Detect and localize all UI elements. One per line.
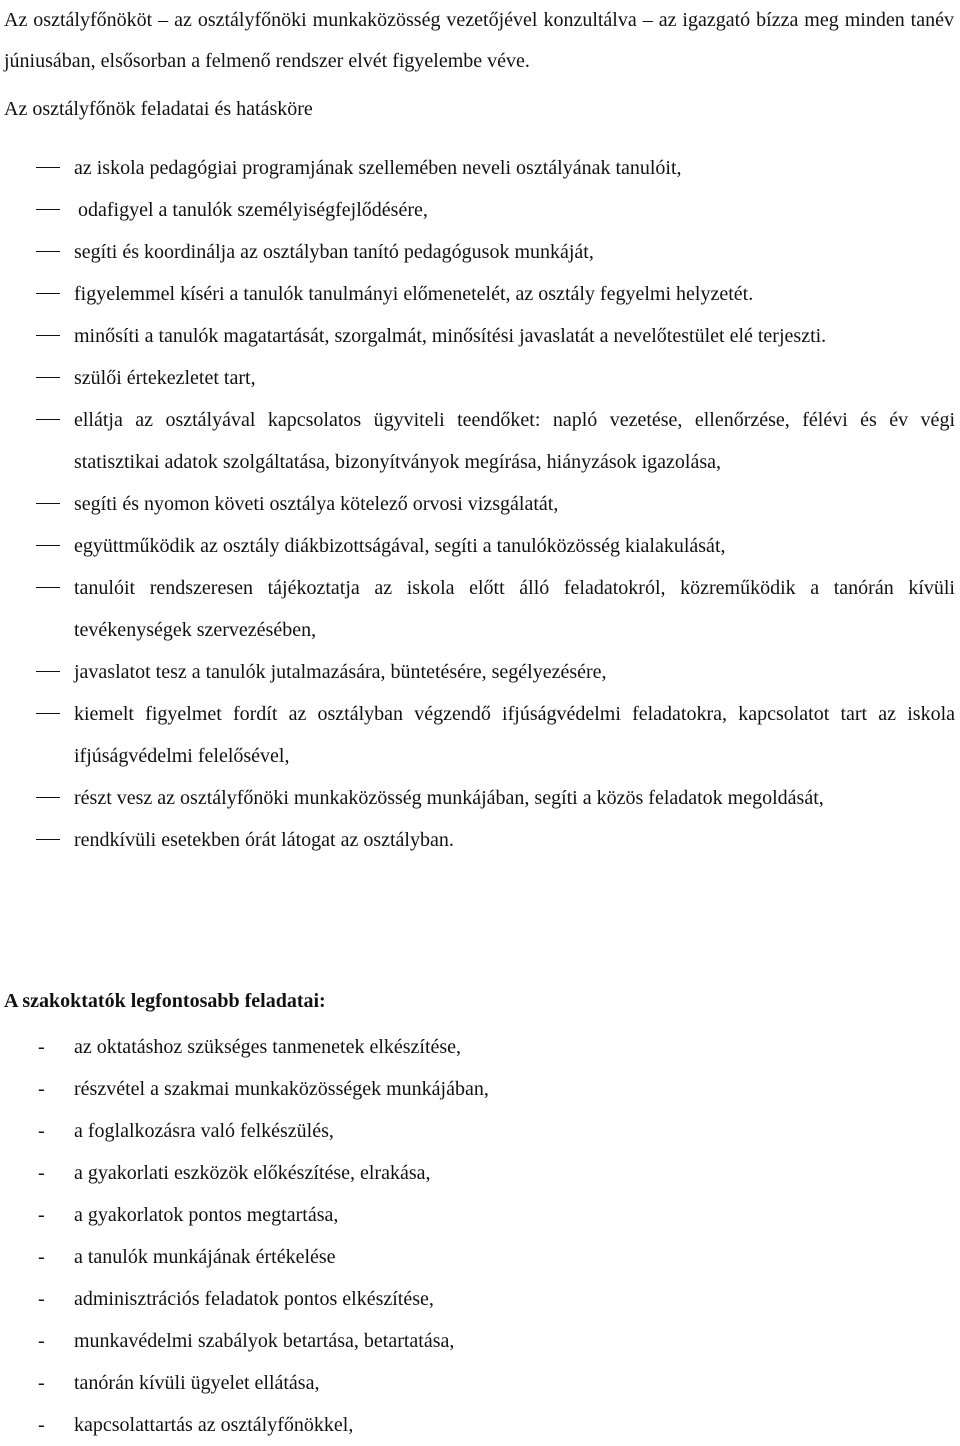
list-item	[0, 147, 960, 189]
hyphen-marker: -	[38, 1246, 45, 1268]
list-item	[0, 1068, 960, 1110]
section1-heading: Az osztályfőnök feladatai és hatásköre	[4, 98, 313, 120]
list-item	[0, 525, 960, 567]
list-item-text: az iskola pedagógiai programjának szellemében neveli osztályának tanulóit,	[74, 157, 682, 179]
dash-marker	[36, 273, 60, 315]
list-item-text: segíti és nyomon követi osztálya kötelező orvosi vizsgálatát,	[74, 493, 559, 515]
dash-marker	[36, 819, 60, 861]
list-item-text: kiemelt figyelmet fordít az osztályban végzendő ifjúságvédelmi feladatokra, kapcsolatot tart az iskola ifjúságvédelmi felelősével,	[74, 703, 955, 767]
hyphen-marker: -	[38, 1036, 45, 1058]
dash-marker	[36, 399, 60, 441]
dash-marker	[36, 525, 60, 567]
list-item-text: az oktatáshoz szükséges tanmenetek elkészítése,	[74, 1036, 462, 1058]
list-item-text: odafigyel a tanulók személyiségfejlődésére,	[78, 199, 428, 221]
list-item	[0, 651, 960, 693]
list-item-text: a tanulók munkájának értékelése	[74, 1246, 336, 1268]
list-item	[0, 1110, 960, 1152]
list-item	[0, 189, 960, 231]
section2-list	[0, 1026, 960, 1446]
list-item	[0, 567, 960, 651]
list-item	[0, 693, 960, 777]
list-item-text: részt vesz az osztályfőnöki munkaközösség munkájában, segíti a közös feladatok megoldását,	[74, 787, 824, 809]
list-item	[0, 399, 960, 483]
dash-marker	[36, 693, 60, 735]
hyphen-marker: -	[38, 1288, 45, 1310]
hyphen-marker: -	[38, 1330, 45, 1352]
list-item	[0, 819, 960, 861]
list-item-text: rendkívüli esetekben órát látogat az osztályban.	[74, 829, 454, 851]
list-item-text: munkavédelmi szabályok betartása, betartatása,	[74, 1330, 455, 1352]
list-item-text: a gyakorlatok pontos megtartása,	[74, 1204, 339, 1226]
hyphen-marker: -	[38, 1120, 45, 1142]
list-item-text: részvétel a szakmai munkaközösségek munkájában,	[74, 1078, 489, 1100]
list-item	[0, 1152, 960, 1194]
section2-heading: A szakoktatók legfontosabb feladatai:	[4, 990, 326, 1012]
dash-marker	[36, 231, 60, 273]
list-item-text: ellátja az osztályával kapcsolatos ügyviteli teendőket: napló vezetése, ellenőrzése, félévi és év végi statisztikai adatok szolgáltatása, bizonyítványok megírása, hiányzások igazolása,	[74, 409, 955, 473]
list-item	[0, 483, 960, 525]
list-item-text: szülői értekezletet tart,	[74, 367, 256, 389]
list-item-text: kapcsolattartás az osztályfőnökkel,	[74, 1414, 354, 1436]
hyphen-marker: -	[38, 1204, 45, 1226]
list-item	[0, 1404, 960, 1446]
dash-marker	[36, 357, 60, 399]
list-item	[0, 315, 960, 357]
list-item-text: javaslatot tesz a tanulók jutalmazására, büntetésére, segélyezésére,	[74, 661, 607, 683]
list-item	[0, 1026, 960, 1068]
list-item	[0, 1194, 960, 1236]
list-item-text: tanórán kívüli ügyelet ellátása,	[74, 1372, 320, 1394]
list-item-text: a foglalkozásra való felkészülés,	[74, 1120, 334, 1142]
list-item-text: tanulóit rendszeresen tájékoztatja az iskola előtt álló feladatokról, közreműködik a tanórán kívüli tevékenységek szervezésében,	[74, 577, 955, 641]
dash-marker	[36, 483, 60, 525]
list-item-text: adminisztrációs feladatok pontos elkészítése,	[74, 1288, 434, 1310]
list-item	[0, 777, 960, 819]
list-item-text: minősíti a tanulók magatartását, szorgalmát, minősítési javaslatát a nevelőtestület elé terjeszti.	[74, 325, 827, 347]
list-item	[0, 1236, 960, 1278]
dash-marker	[36, 147, 60, 189]
dash-marker	[36, 567, 60, 609]
list-item	[0, 1278, 960, 1320]
section1-list	[0, 147, 960, 861]
intro-paragraph: Az osztályfőnököt – az osztályfőnöki munkaközösség vezetőjével konzultálva – az igazgató bízza meg minden tanév júniusában, elsősorban a felmenő rendszer elvét figyelembe véve.	[4, 9, 954, 72]
list-item	[0, 1362, 960, 1404]
dash-marker	[36, 315, 60, 357]
list-item	[0, 231, 960, 273]
dash-marker	[36, 189, 60, 231]
list-item-text: a gyakorlati eszközök előkészítése, elrakása,	[74, 1162, 431, 1184]
hyphen-marker: -	[38, 1078, 45, 1100]
list-item-text: figyelemmel kíséri a tanulók tanulmányi előmenetelét, az osztály fegyelmi helyzetét.	[74, 283, 754, 305]
dash-marker	[36, 777, 60, 819]
list-item	[0, 1320, 960, 1362]
hyphen-marker: -	[38, 1162, 45, 1184]
list-item	[0, 273, 960, 315]
list-item-text: segíti és koordinálja az osztályban tanító pedagógusok munkáját,	[74, 241, 594, 263]
list-item-text: együttműködik az osztály diákbizottságával, segíti a tanulóközösség kialakulását,	[74, 535, 726, 557]
list-item	[0, 357, 960, 399]
hyphen-marker: -	[38, 1414, 45, 1436]
hyphen-marker: -	[38, 1372, 45, 1394]
dash-marker	[36, 651, 60, 693]
